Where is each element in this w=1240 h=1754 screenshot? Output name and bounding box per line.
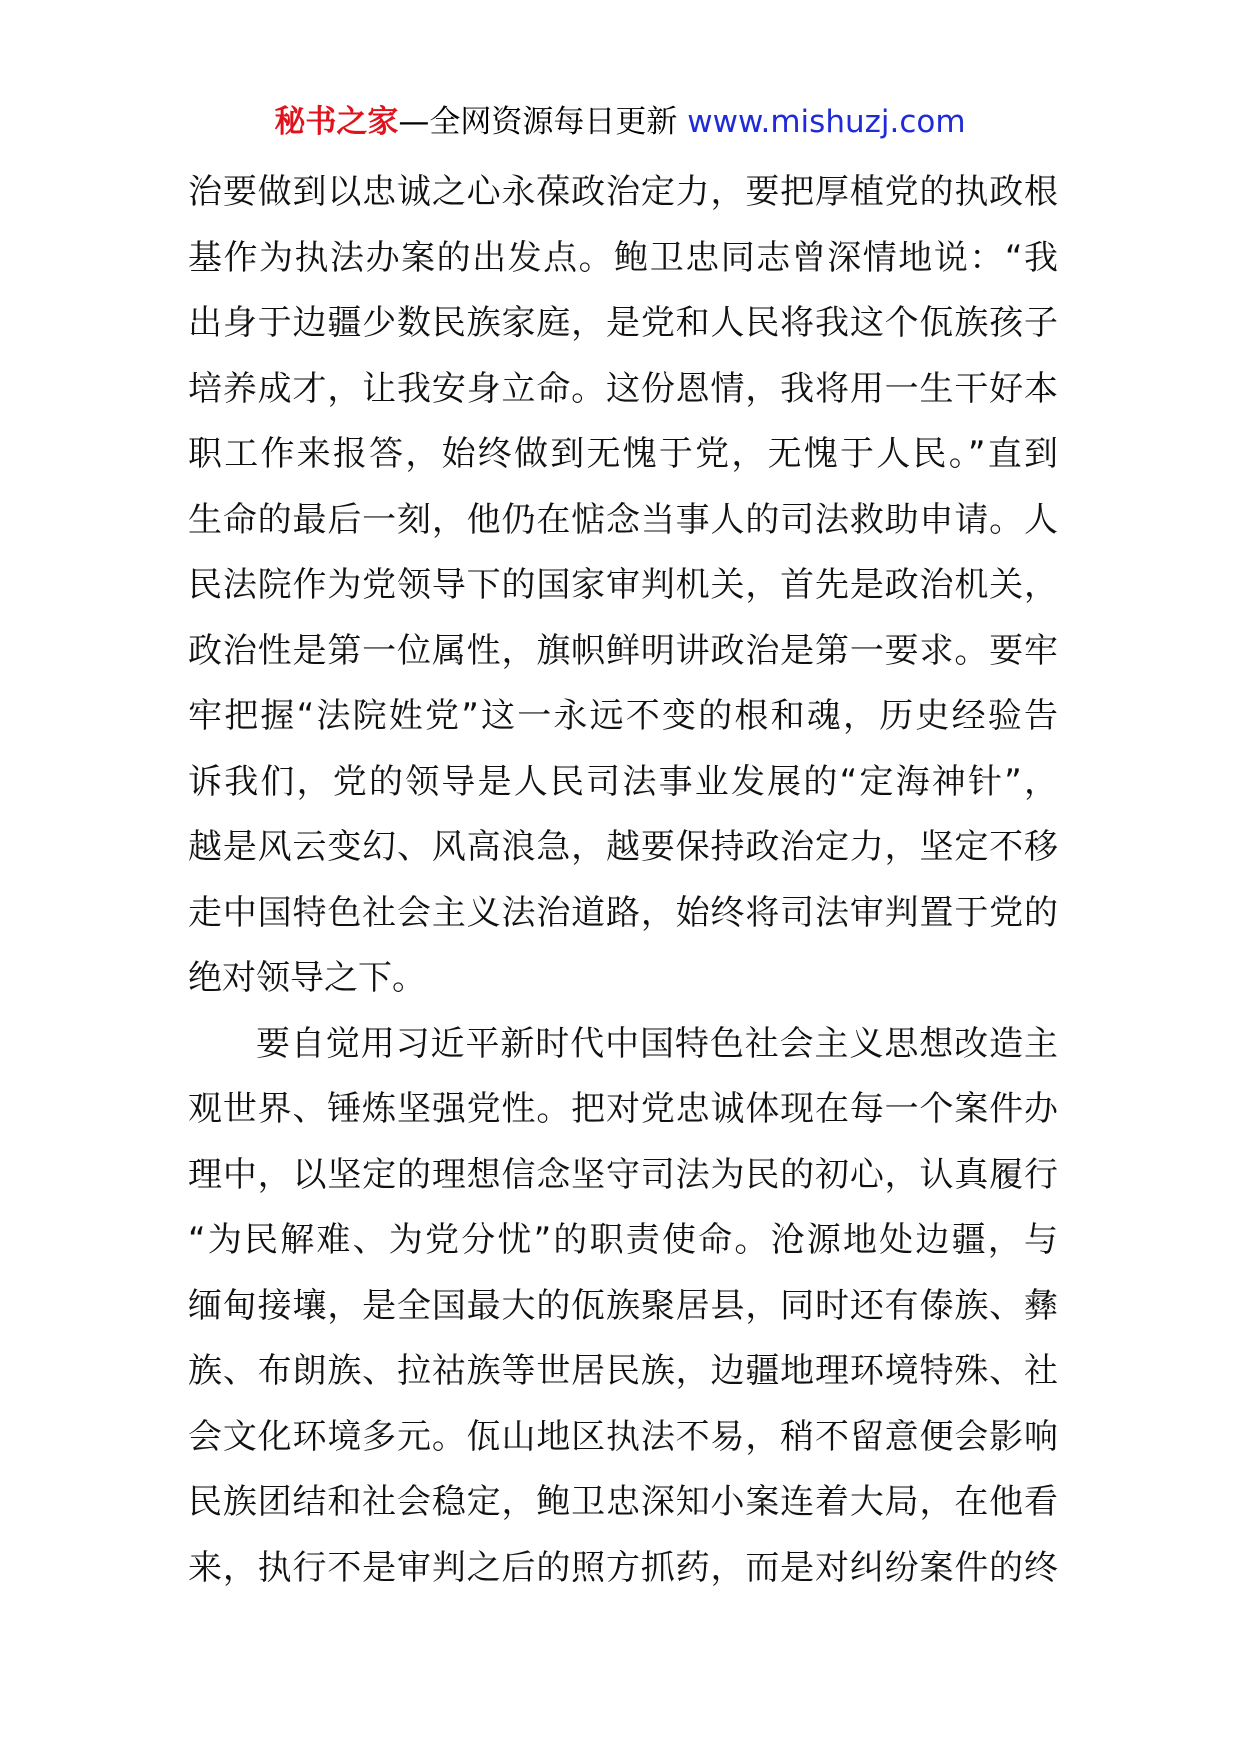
text-line: 绝对领导之下。 — [188, 958, 426, 998]
text-line: 越是风云变幻、风高浪急，越要保持政治定力，坚定不移 — [188, 827, 1058, 867]
text-line: 观世界、锤炼坚强党性。把对党忠诚体现在每一个案件办 — [188, 1089, 1058, 1129]
brand-name: 秘书之家 — [274, 104, 399, 140]
text-line: 走中国特色社会主义法治道路，始终将司法审判置于党的 — [188, 892, 1058, 933]
text-line: 培养成才，让我安身立命。这份恩情，我将用一生干好本 — [188, 368, 1058, 409]
text-line: “为民解难、为党分忧”的职责使命。沧源地处边疆，与 — [188, 1220, 1058, 1260]
site-header — [0, 100, 1240, 144]
text-line: 牢把握“法院姓党”这一永远不变的根和魂，历史经验告 — [188, 696, 1058, 736]
document-body — [188, 160, 1058, 1601]
paragraph-2 — [188, 1012, 1058, 1602]
text-line: 民法院作为党领导下的国家审判机关，首先是政治机关， — [188, 565, 1058, 605]
text-line: 职工作来报答，始终做到无愧于党，无愧于人民。”直到 — [188, 434, 1058, 474]
text-line: 治要做到以忠诚之心永葆政治定力，要把厚植党的执政根 — [188, 172, 1058, 212]
text-line: 理中，以坚定的理想信念坚守司法为民的初心，认真履行 — [188, 1154, 1058, 1195]
text-line: 政治性是第一位属性，旗帜鲜明讲政治是第一要求。要牢 — [188, 630, 1058, 671]
paragraph-1 — [188, 160, 1058, 1012]
text-line: 生命的最后一刻，他仍在惦念当事人的司法救助申请。人 — [188, 499, 1058, 540]
text-line: 诉我们，党的领导是人民司法事业发展的“定海神针”， — [188, 761, 1058, 802]
header-tagline: —全网资源每日更新 — [398, 104, 688, 140]
text-line: 族、布朗族、拉祜族等世居民族，边疆地理环境特殊、社 — [188, 1351, 1058, 1391]
text-line: 基作为执法办案的出发点。鲍卫忠同志曾深情地说：“我 — [188, 237, 1058, 278]
site-url-link[interactable]: www.mishuzj.com — [687, 104, 966, 140]
text-line: 民族团结和社会稳定，鲍卫忠深知小案连着大局，在他看 — [188, 1482, 1058, 1522]
text-line: 要自觉用习近平新时代中国特色社会主义思想改造主 — [256, 1023, 1058, 1064]
text-line: 会文化环境多元。佤山地区执法不易，稍不留意便会影响 — [188, 1416, 1058, 1457]
text-line: 来，执行不是审判之后的照方抓药，而是对纠纷案件的终 — [188, 1547, 1058, 1588]
text-line: 出身于边疆少数民族家庭，是党和人民将我这个佤族孩子 — [188, 303, 1058, 343]
text-line: 缅甸接壤，是全国最大的佤族聚居县，同时还有傣族、彝 — [188, 1285, 1058, 1326]
